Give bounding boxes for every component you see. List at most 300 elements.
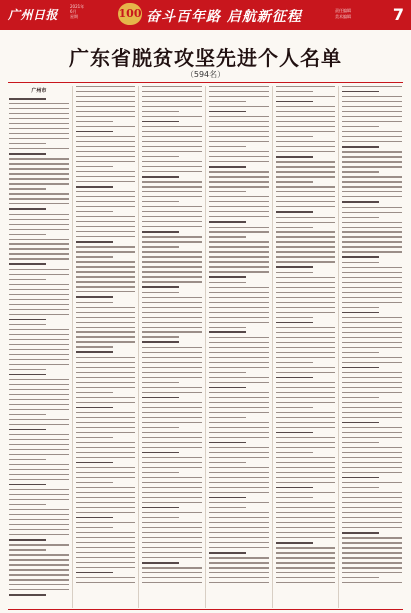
text-line [342,362,402,363]
text-line [209,337,269,338]
text-line [142,322,202,323]
text-line [342,91,379,93]
text-line [76,226,136,227]
text-line [76,582,136,583]
title-divider [8,82,403,83]
text-line [342,347,402,348]
text-line [142,241,202,242]
text-line [76,191,136,192]
text-line [142,286,179,288]
text-line [76,457,136,458]
text-line [342,246,402,247]
text-line [342,392,402,393]
text-line [276,367,336,368]
text-line [9,564,69,565]
text-line [9,279,46,280]
text-line [276,412,336,413]
text-line [76,567,136,568]
text-line [9,258,69,259]
text-line [9,364,69,365]
text-line [142,397,179,399]
text-line [209,241,269,242]
text-line [276,266,313,268]
text-line [209,211,269,212]
text-line [209,577,269,578]
text-line [342,387,402,388]
text-line [9,243,69,244]
text-line [209,462,246,463]
text-line [209,507,246,508]
text-line [209,447,269,448]
text-line [209,186,269,187]
text-line [9,419,69,420]
text-line [76,231,136,232]
text-line [209,141,269,142]
text-line [276,407,313,408]
page-title: 广东省脱贫攻坚先进个人名单 [69,46,342,70]
slogan: 奋斗百年路 启航新征程 [146,9,302,25]
text-line [9,304,69,305]
text-line [342,402,402,403]
text-line [142,256,202,257]
text-line [9,414,46,415]
text-line [76,336,136,337]
text-line [142,542,202,543]
text-line [9,299,69,300]
text-line [142,91,202,92]
text-line [276,307,336,308]
text-line [9,334,69,335]
text-line [142,231,179,233]
text-line [76,472,136,473]
text-line [76,422,136,423]
text-line [209,181,269,182]
text-line [9,234,46,235]
text-line [76,437,113,438]
text-line [209,582,269,583]
text-line [142,341,179,343]
text-line [142,136,202,137]
text-line [142,492,202,493]
text-line [342,121,402,122]
text-line [9,469,69,470]
text-line [276,256,336,257]
text-line [342,577,379,578]
text-line [9,108,69,109]
text-line [209,126,269,127]
text-line [142,156,179,157]
text-line [76,477,136,478]
text-line [342,557,402,558]
text-line [142,422,202,423]
text-line [276,121,336,122]
text-line [142,312,202,313]
text-line [142,106,202,107]
text-line [342,111,402,112]
text-line [276,156,313,158]
text-line [276,397,336,398]
text-line [76,367,136,368]
text-line [142,216,202,217]
text-line [276,347,336,348]
text-line [209,472,269,473]
text-line [142,412,202,413]
text-line [209,317,269,318]
text-line [209,206,269,207]
text-line [276,297,336,298]
text-line [142,211,202,212]
text-line [76,322,136,323]
text-line [209,106,269,107]
text-line [9,309,69,310]
text-line [276,472,336,473]
text-line [142,432,202,433]
text-line [342,222,402,223]
text-line [276,477,336,478]
text-line [9,354,69,355]
text-line [142,467,202,468]
text-line [9,569,69,570]
text-line [142,161,202,162]
text-line [276,372,336,373]
text-line [76,527,113,528]
text-line [342,417,402,418]
centenary-badge: 100 [118,3,142,25]
text-line [342,277,402,278]
text-line [76,341,136,342]
text-line [209,292,269,293]
text-line [209,236,246,237]
text-line [76,181,136,182]
text-line [76,351,113,353]
text-line [209,307,269,308]
text-line [76,126,136,127]
text-line [342,146,379,148]
text-line [142,101,202,102]
text-line [209,567,269,568]
text-line [142,302,202,303]
text-line [76,211,113,212]
text-line [142,352,202,353]
text-line [209,417,246,418]
text-line [342,332,402,333]
text-line [342,447,402,448]
text-line [276,217,336,218]
text-line [9,584,69,585]
text-line [276,427,336,428]
text-line [142,121,179,123]
text-line [9,153,46,155]
text-line [142,246,179,247]
text-line [9,509,69,510]
text-line [209,331,246,333]
text-line [342,517,402,518]
text-line [342,367,379,369]
text-line [342,287,402,288]
text-line [276,241,336,242]
text-line [276,211,313,213]
text-line [209,412,269,413]
text-line [142,527,202,528]
text-line [9,574,69,575]
text-line [142,497,202,498]
text-line [76,106,136,107]
text-line [209,151,269,152]
text-line [209,261,269,262]
text-line [76,141,136,142]
text-line [209,427,269,428]
text-line [276,572,336,573]
text-line [209,407,269,408]
text-line [9,253,69,254]
text-line [209,282,246,283]
text-line [209,266,269,267]
text-line [142,176,179,178]
text-line [9,203,69,204]
text-line [142,407,202,408]
text-line [76,387,136,388]
text-line [209,377,269,378]
text-line [142,347,202,348]
text-line [342,126,379,127]
text-line [276,337,336,338]
text-line [9,484,46,486]
text-line [209,372,246,373]
text-line [142,452,179,454]
text-line [142,447,202,448]
text-line [209,562,269,563]
text-line [342,507,402,508]
text-line [9,173,69,174]
text-line [76,302,113,303]
text-line [142,146,202,147]
text-line [209,432,269,433]
text-line [9,534,69,535]
text-line [342,327,402,328]
text-line [76,136,136,137]
text-line [9,499,69,500]
text-line [76,327,136,328]
text-line [209,497,246,499]
text-line [142,462,202,463]
text-line [276,287,336,288]
text-line [209,487,269,488]
text-line [142,196,202,197]
text-line [9,424,69,425]
text-line [342,427,402,428]
text-line [209,467,269,468]
text-line [9,239,69,240]
text-line [209,522,269,523]
text-line [142,96,202,97]
text-line [76,291,136,292]
text-line [342,166,402,167]
text-line [9,133,69,134]
text-line [276,502,336,503]
text-line [9,404,69,405]
text-line [142,477,202,478]
text-line [209,552,246,554]
text-line [276,292,336,293]
text-line [342,96,402,97]
text-line [342,527,402,528]
text-column [73,86,140,608]
text-line [76,467,136,468]
text-line [209,397,269,398]
text-line [276,327,336,328]
text-line [76,241,113,243]
text-line [142,317,202,318]
text-line [342,567,402,568]
text-line [76,542,136,543]
text-line [9,123,69,124]
text-line [209,387,246,389]
text-line [276,377,313,379]
text-line [142,532,202,533]
text-line [76,346,113,347]
text-line [342,462,402,463]
text-line [9,399,69,400]
text-line [9,394,69,395]
text-line [276,487,313,489]
text-line [276,557,336,558]
text-line [342,397,379,398]
text-line [76,266,136,267]
text-line [342,86,402,87]
text-line [76,156,136,157]
text-line [76,462,113,464]
text-line [76,512,136,513]
text-line [276,457,336,458]
text-line [142,577,202,578]
text-line [276,191,336,192]
text-line [276,186,336,187]
text-line [209,537,269,538]
text-line [209,196,269,197]
text-line [142,437,202,438]
text-line [276,227,313,228]
text-line [76,86,136,87]
text-line [342,176,402,177]
text-line [276,382,336,383]
text-line [76,171,136,172]
text-line [342,141,402,142]
text-line [209,527,269,528]
text-line [76,417,136,418]
text-line [276,537,336,538]
text-line [9,429,46,431]
text-line [76,307,136,308]
text-line [9,384,69,385]
text-column [6,86,73,608]
text-line [142,567,202,568]
text-line [9,319,46,321]
text-line [209,251,269,252]
text-line [209,362,269,363]
text-line [342,267,402,268]
text-line [76,317,136,318]
text-line [342,292,402,293]
text-line [142,582,202,583]
text-line [9,214,69,215]
text-line [142,472,179,473]
text-line [209,482,269,483]
text-line [76,296,113,298]
text-line [142,307,202,308]
text-line [342,582,402,583]
text-line [142,331,202,332]
text-line [76,216,136,217]
text-line [76,452,136,453]
text-line [209,176,269,177]
text-column [339,86,405,608]
text-line [76,116,136,117]
text-line [276,417,336,418]
text-line [342,282,402,283]
text-line [9,224,69,225]
text-line [76,221,136,222]
text-line [276,467,336,468]
text-line [276,131,336,132]
text-line [9,439,69,440]
text-line [9,379,69,380]
text-line [209,201,269,202]
text-line [9,208,46,210]
text-line [342,156,402,157]
text-line [142,372,202,373]
text-line [209,161,269,162]
text-line [9,193,69,194]
text-line [342,512,402,513]
text-line [276,577,336,578]
text-line [209,297,269,298]
text-line [209,512,269,513]
text-line [142,276,202,277]
text-line [76,432,136,433]
text-line [276,402,336,403]
text-line [142,367,202,368]
text-line [76,276,136,277]
text-line [276,101,313,103]
text-line [209,572,269,573]
text-line [76,256,113,257]
text-line [209,171,269,172]
text-line [76,186,113,188]
text-line [142,186,202,187]
text-line [142,522,202,523]
text-line [209,557,269,558]
text-line [142,297,202,298]
text-line [342,432,402,433]
text-line [9,143,46,144]
text-line [142,221,202,222]
text-line [9,494,69,495]
text-line [76,517,113,519]
text-line [76,562,136,563]
text-line [276,442,336,443]
text-line [142,151,202,152]
text-line [142,382,179,383]
text-line [142,562,179,564]
text-line [9,163,69,164]
text-line [209,322,269,323]
text-line [9,489,69,490]
text-line [209,452,269,453]
page-number: 7 [392,5,404,24]
text-line [209,111,246,113]
text-line [9,359,69,360]
text-line [276,246,336,247]
